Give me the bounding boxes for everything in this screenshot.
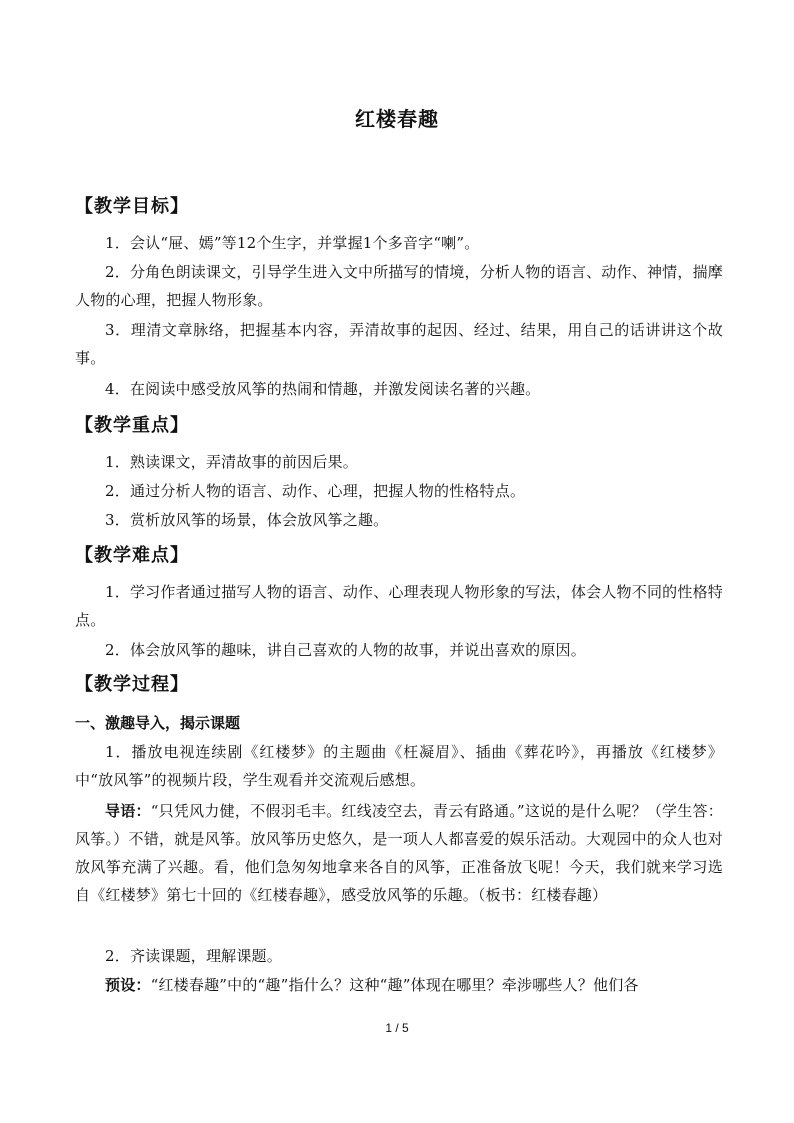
key-point-item: 1．熟读课文，弄清故事的前因后果。 (105, 453, 358, 471)
preview-text: “红楼春趣”中的“趣”指什么？这种“趣”体现在哪里？牵涉哪些人？他们各 (150, 976, 639, 994)
goal-item: 1．会认“屉、嫣”等12个生字，并掌握1个多音字“喇”。 (105, 234, 480, 252)
goal-item: 2．分角色朗读课文，引导学生进入文中所描写的情境，分析人物的语言、动作、神情，揣摩人物的心理，把握人物形象。 (75, 263, 723, 309)
preview-label: 预设： (105, 976, 151, 994)
key-point-item: 3．赏析放风筝的场景，体会放风筝之趣。 (105, 511, 389, 529)
process-paragraph: 2．齐读课题，理解课题。 (105, 947, 282, 965)
difficulty-item: 2．体会放风筝的趣味，讲自己喜欢的人物的故事，并说出喜欢的原因。 (105, 641, 586, 659)
intro-text: “只凭风力健，不假羽毛丰。红线凌空去，青云有路通。”这说的是什么呢？（学生答：风筝。）不错，就是风筝。放风筝历史悠久，是一项人人都喜爱的娱乐活动。大观园中的众人也对放风筝充满了兴趣。看，他们急匆匆地拿来各自的风筝，正准备放飞呢！今天，我们就来学习选自《红楼梦》第七十回的《红楼春趣》，感受放风筝的乐趣。（板书：红楼春趣） (75, 802, 723, 904)
section-heading-process: 【教学过程】 (75, 674, 189, 695)
page-number: 1 / 5 (385, 1021, 409, 1035)
section-heading-goals: 【教学目标】 (75, 196, 189, 217)
document-title: 红楼春趣 (355, 107, 439, 131)
difficulty-item: 1．学习作者通过描写人物的语言、动作、心理表现人物形象的写法，体会人物不同的性格特点。 (75, 583, 723, 629)
preview-paragraph (75, 971, 723, 999)
goal-item: 4．在阅读中感受放风筝的热闹和情趣，并激发阅读名著的兴趣。 (105, 380, 541, 398)
process-paragraph: 1．播放电视连续剧《红楼梦》的主题曲《枉凝眉》、插曲《葬花吟》，再播放《红楼梦》中“放风筝”的视频片段，学生观看并交流观后感想。 (75, 743, 723, 789)
section-heading-key-points: 【教学重点】 (75, 415, 189, 436)
key-point-item: 2．通过分析人物的语言、动作、心理，把握人物的性格特点。 (105, 482, 526, 500)
goal-item: 3．理清文章脉络，把握基本内容，弄清故事的起因、经过、结果，用自己的话讲讲这个故事。 (75, 321, 723, 367)
intro-label: 导语： (105, 802, 151, 820)
process-step-heading: 一、激趣导入，揭示课题 (75, 714, 241, 732)
section-heading-difficulties: 【教学难点】 (75, 545, 189, 566)
intro-paragraph (75, 797, 723, 909)
